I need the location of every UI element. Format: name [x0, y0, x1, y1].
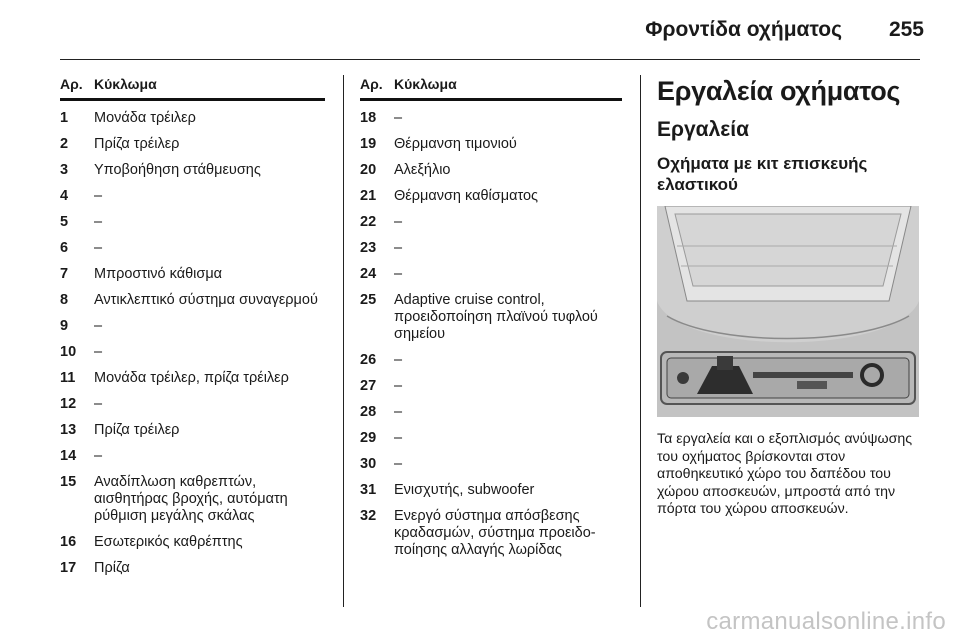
fuse-number: 16	[60, 534, 77, 550]
fuse-number: 8	[60, 292, 69, 308]
circuit-description: –	[394, 240, 403, 256]
circuit-description: Πρίζα τρέιλερ	[94, 136, 180, 152]
table-row	[360, 162, 622, 179]
fuse-number: 14	[60, 448, 77, 464]
table-row	[360, 430, 622, 447]
circuit-description: Αντικλεπτικό σύστημα συναγερμού	[94, 292, 318, 308]
table-row	[60, 214, 325, 231]
section-paragraph: Τα εργαλεία και ο εξοπλισμός ανύψωσης του οχήματος βρίσκονται στον αποθηκευτικό χώρο του δαπέδου του χώρου αποσκευών, μπροστά από την πόρτα του χώρου αποσκευών.	[657, 431, 913, 517]
fuse-number: 3	[60, 162, 69, 178]
circuit-description: –	[394, 456, 403, 472]
circuit-description: Μπροστινό κάθισμα	[94, 266, 223, 282]
table-row	[360, 110, 622, 127]
circuit-description: Ενισχυτής, subwoofer	[394, 482, 535, 498]
trunk-tools-illustration-drawing	[657, 206, 919, 417]
circuit-description: –	[94, 318, 103, 334]
fuse-number: 31	[360, 482, 377, 498]
circuit-description: Αναδίπλωση καθρεπτών, αισθητήρας βροχής, αυτόματη ρύθμιση μεγάλης σκάλας	[94, 474, 288, 524]
watermark: carmanualsonline.info	[706, 608, 946, 635]
circuit-description: –	[394, 378, 403, 394]
fuse-number: 26	[360, 352, 377, 368]
section-subtitle: Εργαλεία	[657, 118, 749, 141]
circuit-description: Ενεργό σύστημα απόσβεσης κραδασμών, σύστημα προειδοποίησης αλλαγής λωρίδας	[394, 508, 596, 558]
circuit-description: Θέρμανση τιμονιού	[394, 136, 517, 152]
fuse-number: 21	[360, 188, 377, 204]
fuse-table-left	[60, 76, 325, 577]
table-row	[60, 318, 325, 335]
table-row	[60, 136, 325, 153]
fuse-number: 27	[360, 378, 377, 394]
table-row	[60, 560, 325, 577]
circuit-description: Πρίζα	[94, 560, 130, 576]
fuse-number: 20	[360, 162, 377, 178]
fuse-number: 30	[360, 456, 377, 472]
circuit-description: –	[94, 214, 103, 230]
trunk-tools-illustration	[657, 206, 919, 417]
fuse-number: 2	[60, 136, 69, 152]
table-row	[360, 404, 622, 421]
circuit-description: –	[394, 110, 403, 126]
col-header-number: Αρ.	[60, 76, 83, 92]
column-divider-2	[640, 75, 641, 607]
table-row	[60, 240, 325, 257]
fuse-number: 5	[60, 214, 69, 230]
table-row	[360, 352, 622, 369]
circuit-description: –	[394, 404, 403, 420]
table-row	[60, 474, 325, 525]
table-header	[60, 76, 325, 101]
table-row	[60, 448, 325, 465]
table-row	[60, 344, 325, 361]
circuit-description: Adaptive cruise control, προειδοποίηση πλαϊνού τυφλού σημείου	[394, 292, 598, 342]
table-row	[360, 214, 622, 231]
column-divider-1	[343, 75, 344, 607]
page-number: 255	[888, 18, 924, 41]
fuse-number: 25	[360, 292, 377, 308]
table-row	[360, 482, 622, 499]
fuse-number: 6	[60, 240, 69, 256]
table-row	[60, 370, 325, 387]
circuit-description: –	[94, 344, 103, 360]
circuit-description: Πρίζα τρέιλερ	[94, 422, 180, 438]
table-row	[360, 456, 622, 473]
circuit-description: –	[94, 396, 103, 412]
table-row	[360, 188, 622, 205]
fuse-number: 12	[60, 396, 77, 412]
fuse-number: 19	[360, 136, 377, 152]
table-row	[60, 292, 325, 309]
col-header-circuit: Κύκλωμα	[394, 76, 457, 92]
fuse-number: 7	[60, 266, 69, 282]
fuse-number: 18	[360, 110, 377, 126]
fuse-number: 4	[60, 188, 69, 204]
col-header-number: Αρ.	[360, 76, 383, 92]
circuit-description: –	[94, 240, 103, 256]
fuse-number: 11	[60, 370, 76, 386]
circuit-description: –	[394, 214, 403, 230]
table-row	[360, 266, 622, 283]
fuse-number: 17	[60, 560, 77, 576]
table-row	[60, 396, 325, 413]
fuse-number: 22	[360, 214, 377, 230]
header-rule	[60, 59, 920, 60]
circuit-description: Μονάδα τρέιλερ, πρίζα τρέιλερ	[94, 370, 289, 386]
table-row	[60, 422, 325, 439]
circuit-description: –	[394, 430, 403, 446]
circuit-description: –	[94, 448, 103, 464]
circuit-description: Εσωτερικός καθρέπτης	[94, 534, 243, 550]
section-subsubtitle: Οχήματα με κιτ επισκευής ελαστικού	[657, 154, 868, 194]
fuse-number: 32	[360, 508, 377, 524]
table-row	[60, 188, 325, 205]
fuse-number: 23	[360, 240, 377, 256]
circuit-description: Αλεξήλιο	[394, 162, 451, 178]
fuse-number: 9	[60, 318, 69, 334]
table-row	[60, 162, 325, 179]
circuit-description: Μονάδα τρέιλερ	[94, 110, 196, 126]
page-header-title: Φροντίδα οχήματος	[645, 18, 842, 41]
circuit-description: –	[394, 266, 403, 282]
table-row	[360, 292, 622, 343]
fuse-number: 15	[60, 474, 77, 490]
fuse-table-right	[360, 76, 622, 559]
table-header	[360, 76, 622, 101]
fuse-number: 28	[360, 404, 377, 420]
circuit-description: Υποβοήθηση στάθμευσης	[94, 162, 261, 178]
fuse-number: 13	[60, 422, 77, 438]
circuit-description: –	[94, 188, 103, 204]
col-header-circuit: Κύκλωμα	[94, 76, 157, 92]
table-row	[360, 136, 622, 153]
circuit-description: Θέρμανση καθίσματος	[394, 188, 539, 204]
fuse-number: 1	[60, 110, 69, 126]
table-row	[360, 378, 622, 395]
table-row	[60, 266, 325, 283]
fuse-number: 10	[60, 344, 77, 360]
table-row	[60, 110, 325, 127]
fuse-number: 24	[360, 266, 377, 282]
section-title: Εργαλεία οχήματος	[657, 76, 901, 106]
circuit-description: –	[394, 352, 403, 368]
table-row	[60, 534, 325, 551]
fuse-number: 29	[360, 430, 377, 446]
table-row	[360, 508, 622, 559]
table-row	[360, 240, 622, 257]
